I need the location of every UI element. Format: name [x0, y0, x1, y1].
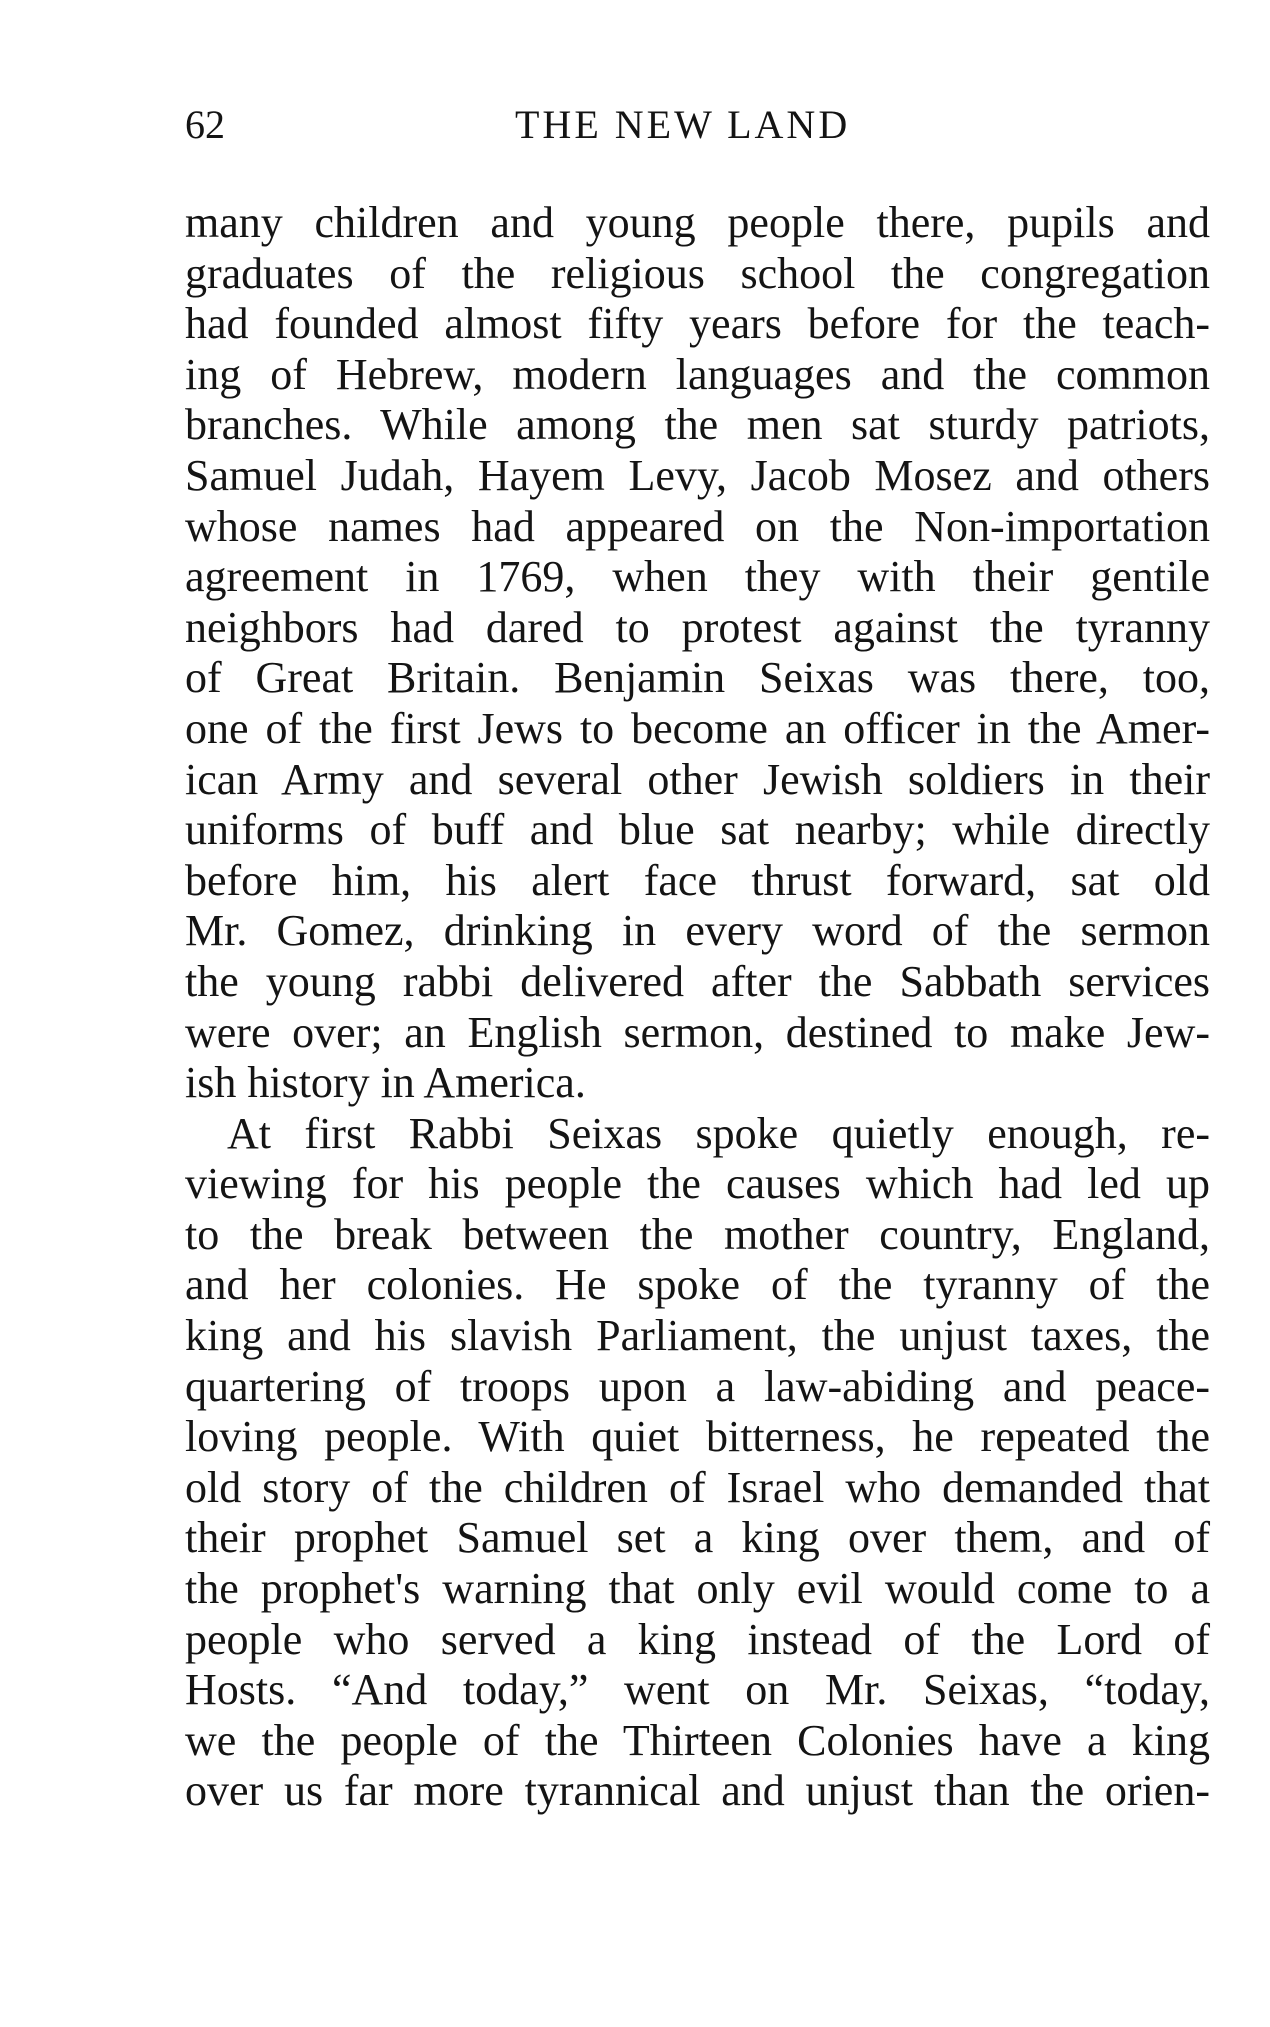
- text-line: people who served a king instead of the Lord of: [185, 1614, 1210, 1664]
- text-line: neighbors had dared to protest against the tyranny: [185, 602, 1210, 652]
- text-line: one of the first Jews to become an officer in the Amer-: [185, 703, 1210, 753]
- text-line: quartering of troops upon a law-abiding and peace-: [185, 1361, 1210, 1411]
- text-line: ing of Hebrew, modern languages and the common: [185, 349, 1210, 399]
- text-line: before him, his alert face thrust forward, sat old: [185, 855, 1210, 905]
- text-line: uniforms of buff and blue sat nearby; while directly: [185, 805, 1210, 855]
- text-line: we the people of the Thirteen Colonies have a king: [185, 1715, 1210, 1765]
- text-line: to the break between the mother country, England,: [185, 1209, 1210, 1259]
- text-line: viewing for his people the causes which had led up: [185, 1159, 1210, 1209]
- text-line: loving people. With quiet bitterness, he repeated the: [185, 1412, 1210, 1462]
- text-line: king and his slavish Parliament, the unjust taxes, the: [185, 1311, 1210, 1361]
- text-line: graduates of the religious school the congregation: [185, 248, 1210, 298]
- text-line: old story of the children of Israel who demanded that: [185, 1462, 1210, 1512]
- running-title: THE NEW LAND: [515, 102, 851, 147]
- text-line: agreement in 1769, when they with their gentile: [185, 552, 1210, 602]
- text-line: Samuel Judah, Hayem Levy, Jacob Mosez and others: [185, 450, 1210, 500]
- page-header: [185, 100, 1210, 160]
- text-line: branches. While among the men sat sturdy patriots,: [185, 400, 1210, 450]
- text-line: their prophet Samuel set a king over them, and of: [185, 1513, 1210, 1563]
- text-line: of Great Britain. Benjamin Seixas was there, too,: [185, 653, 1210, 703]
- text-line: the prophet's warning that only evil would come to a: [185, 1564, 1210, 1614]
- text-line: many children and young people there, pupils and: [185, 198, 1210, 247]
- text-line: Hosts. “And today,” went on Mr. Seixas, “today,: [185, 1665, 1210, 1715]
- text-line: Mr. Gomez, drinking in every word of the sermon: [185, 906, 1210, 956]
- text-line: had founded almost fifty years before for the teach-: [185, 299, 1210, 349]
- paragraph-start-line: At first Rabbi Seixas spoke quietly enough, re-: [227, 1108, 1210, 1158]
- body-text: [185, 198, 1210, 1817]
- text-line: whose names had appeared on the Non-importation: [185, 501, 1210, 551]
- text-line: the young rabbi delivered after the Sabbath services: [185, 956, 1210, 1006]
- text-line: ican Army and several other Jewish soldiers in their: [185, 754, 1210, 804]
- text-line: were over; an English sermon, destined to make Jew-: [185, 1007, 1210, 1057]
- page-number: 62: [185, 102, 225, 147]
- paragraph-end-line: ish history in America.: [185, 1058, 586, 1108]
- text-line: over us far more tyrannical and unjust than the orien-: [185, 1766, 1210, 1816]
- text-line: and her colonies. He spoke of the tyranny of the: [185, 1260, 1210, 1310]
